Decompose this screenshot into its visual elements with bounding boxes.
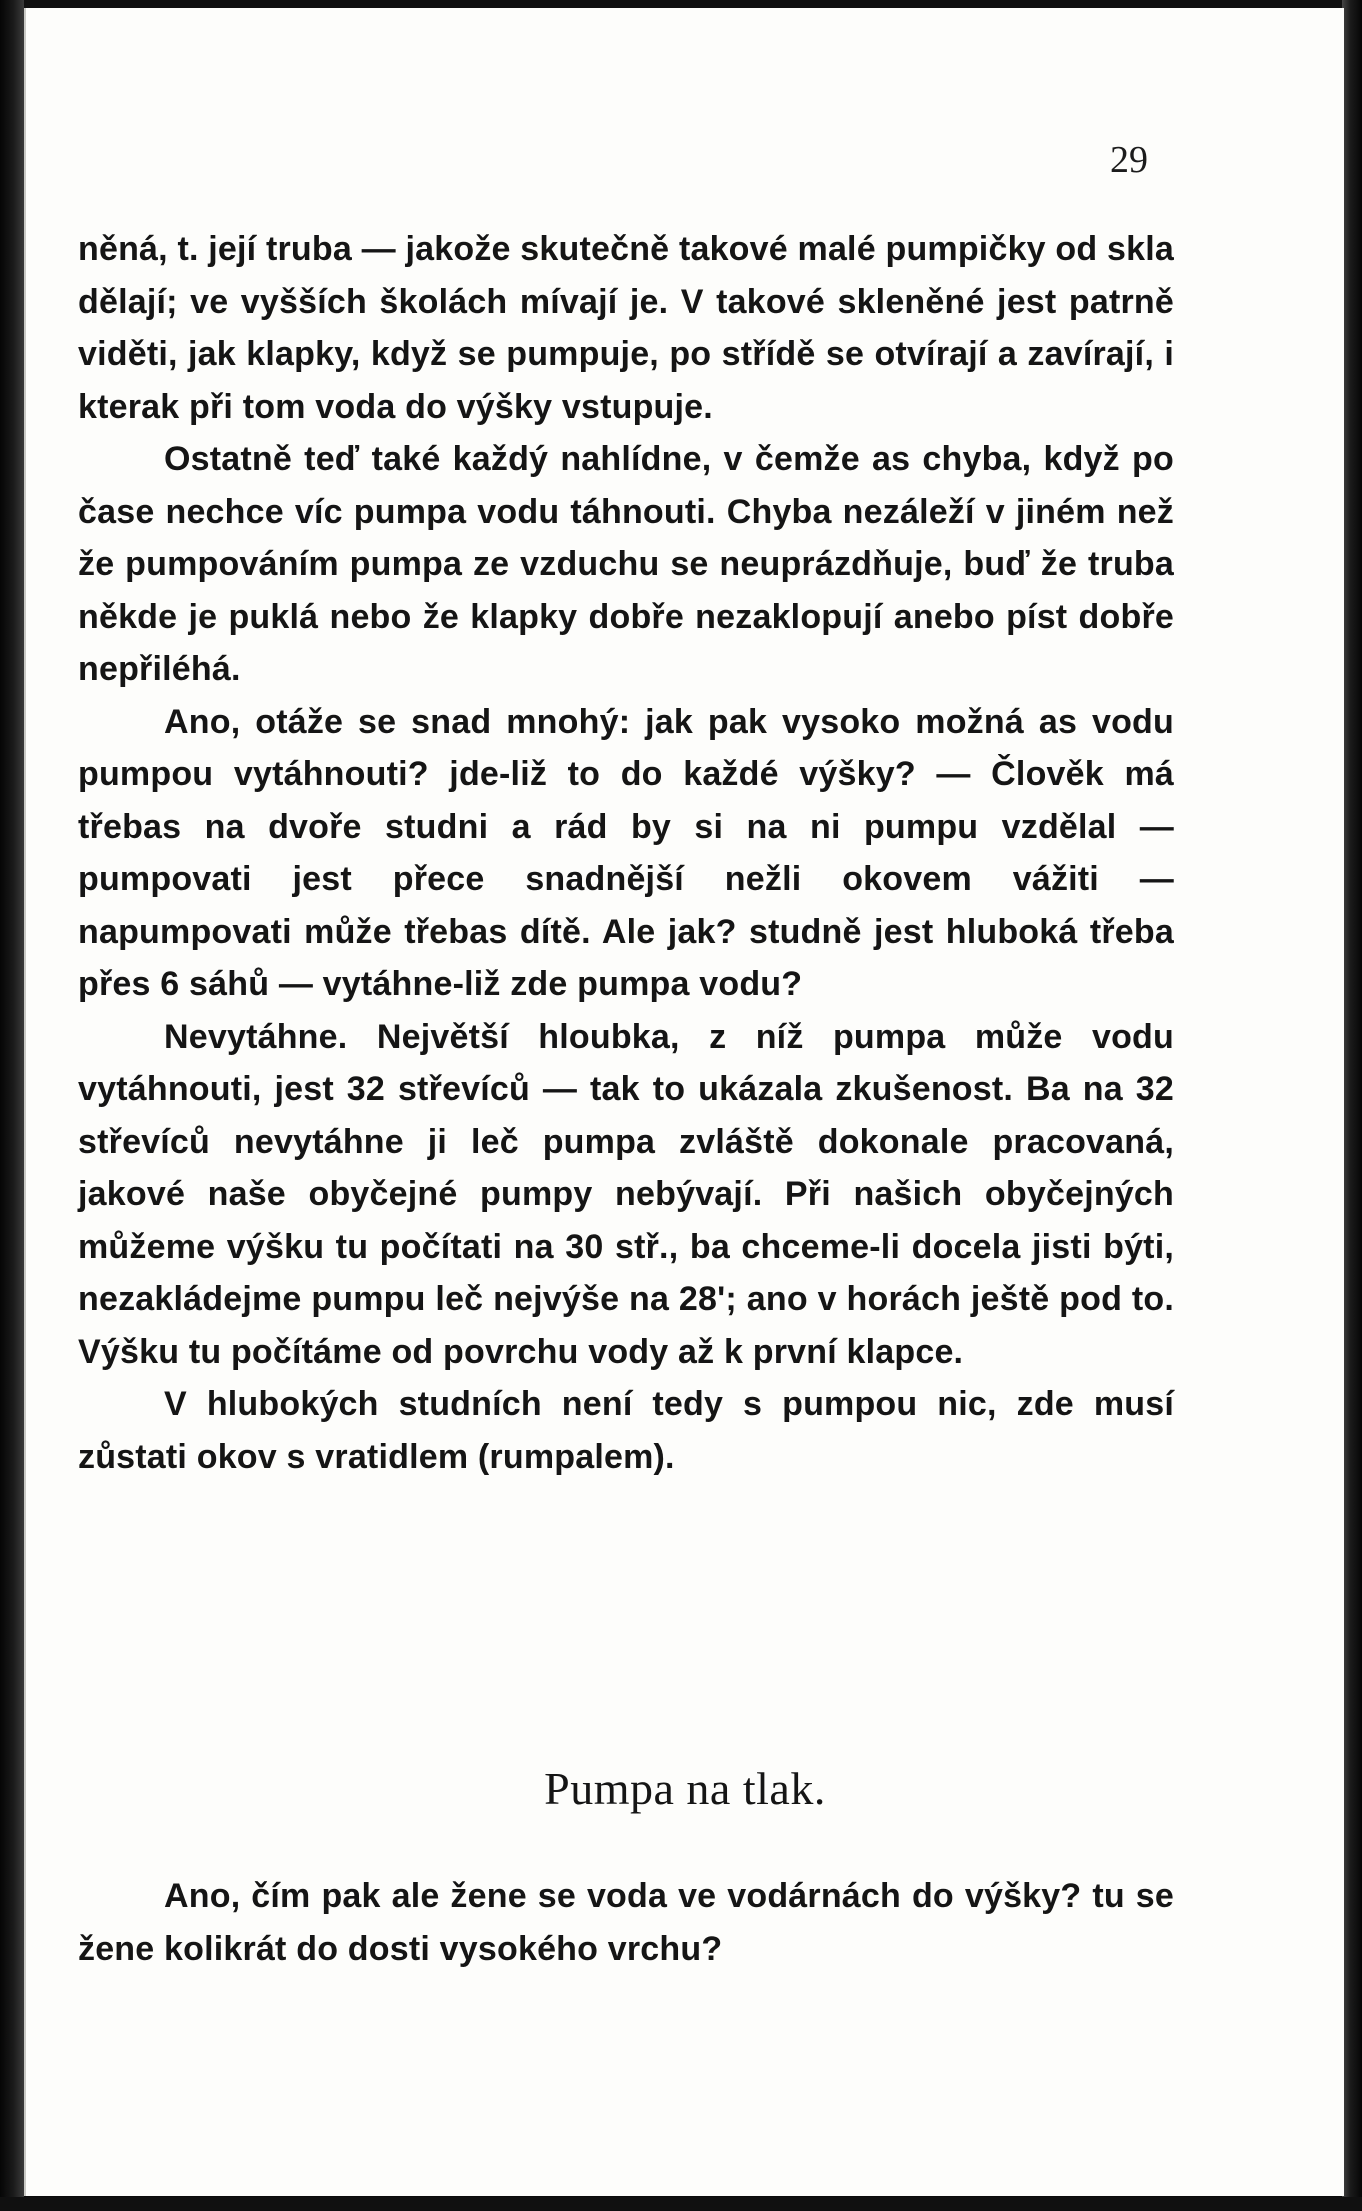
paragraph: V hlubokých studních není tedy s pumpou nic, zde musí zůstati okov s vratidlem (rumpalem). (78, 1385, 1174, 1476)
body-text (78, 223, 1174, 1483)
book-page (24, 8, 1344, 2196)
page-number: 29 (1110, 139, 1148, 181)
paragraph: Ostatně teď také každý nahlídne, v čemže as chyba, když po čase nechce víc pumpa vodu táhnouti. Chyba nezáleží v jiném než že pumpováním pumpa ze vzduchu se neuprázdňuje, buď že truba někde je puklá nebo že klapky dobře nezaklopují anebo píst dobře nepřiléhá. (78, 440, 1174, 688)
paragraph: Ano, otáže se snad mnohý: jak pak vysoko možná as vodu pumpou vytáhnouti? jde-liž to do každé výšky? — Člověk má třebas na dvoře studni a rád by si na ni pumpu vzdělal — pumpovati jest přece snadnější nežli okovem vážiti — napumpovati může třebas dítě. Ale jak? studně jest hluboká třeba přes 6 sáhů — vytáhne-liž zde pumpa vodu? (78, 702, 1174, 1003)
paragraph: něná, t. její truba — jakože skutečně takové malé pumpičky od skla dělají; ve vyšších školách mívají je. V takové skleněné jest patrně viděti, jak klapky, když se pumpuje, po střídě se otvírají a zavírají, i kterak při tom voda do výšky vstupuje. (78, 230, 1174, 426)
section-body-text (78, 1870, 1174, 1975)
scan-border-right (1342, 0, 1362, 2211)
scan-border-left (0, 0, 24, 2211)
section-heading: Pumpa na tlak. (544, 1763, 826, 1814)
scan-border-bottom (0, 2197, 1362, 2211)
paragraph: Nevytáhne. Největší hloubka, z níž pumpa může vodu vytáhnouti, jest 32 střevíců — tak to ukázala zkušenost. Ba na 32 střevíců nevytáhne ji leč pumpa zvláště dokonale pracovaná, jakové naše obyčejné pumpy nebývají. Při našich obyčejných můžeme výšku tu počítati na 30 stř., ba chceme-li docela jisti býti, nezakládejme pumpu leč nejvýše na 28'; ano v horách ještě pod to. Výšku tu počítáme od povrchu vody až k první klapce. (78, 1017, 1174, 1371)
paragraph: Ano, čím pak ale žene se voda ve vodárnách do výšky? tu se žene kolikrát do dosti vysokého vrchu? (78, 1877, 1174, 1968)
